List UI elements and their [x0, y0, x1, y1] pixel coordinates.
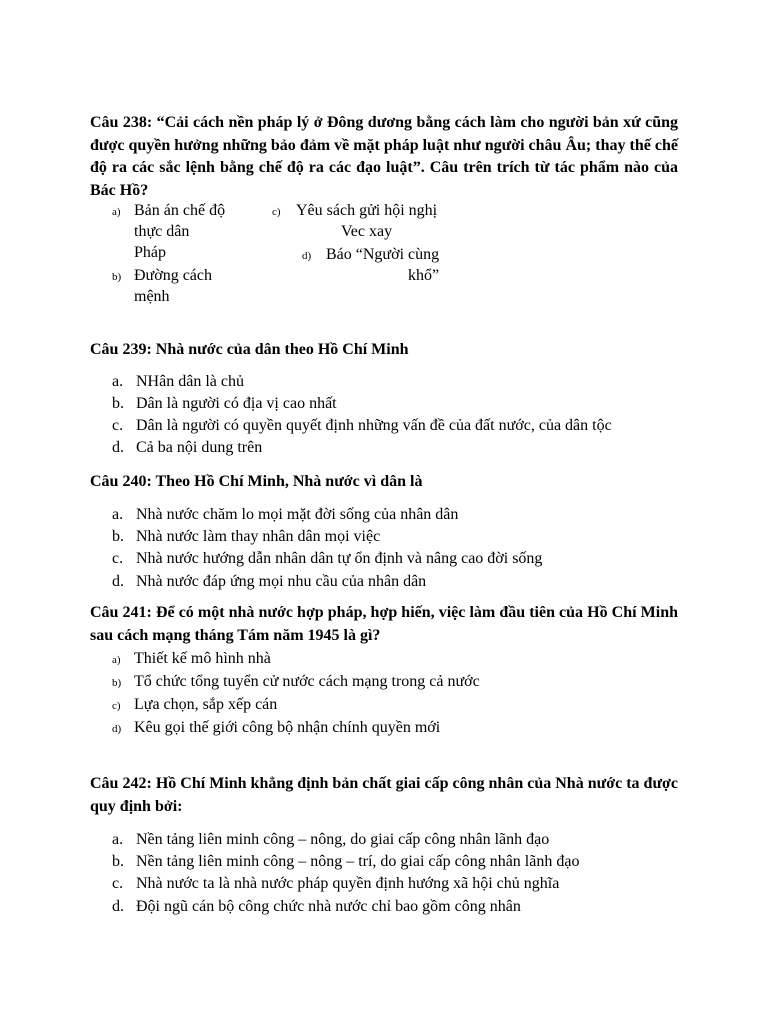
option-text: Nhà nước đáp ứng mọi nhu cầu của nhân dân — [136, 573, 427, 590]
option-text: Thiết kế mô hình nhà — [134, 650, 271, 667]
option-letter: a) — [112, 206, 121, 218]
option-text: Yêu sách gửi hội nghị Vec xay — [296, 202, 438, 240]
option-letter: a. — [112, 506, 124, 523]
option-letter: b. — [112, 853, 124, 870]
option-letter: d. — [112, 439, 124, 456]
q242-option-a — [112, 829, 549, 850]
option-text: Tổ chức tổng tuyển cử nước cách mạng trong cả nước — [134, 673, 480, 690]
option-text: Đội ngũ cán bộ công chức nhà nước chỉ bao gồm công nhân — [136, 898, 521, 915]
q241-option-b — [112, 671, 480, 694]
q238-option-b — [112, 265, 212, 307]
q239-option-b — [112, 393, 337, 414]
option-letter: b. — [112, 528, 124, 545]
q242-option-c — [112, 873, 559, 894]
option-text: NHân dân là chủ — [136, 373, 244, 390]
option-text: Báo “Người cùng khổ” — [326, 246, 440, 284]
option-letter: d. — [112, 573, 124, 590]
q238-option-d — [302, 244, 439, 286]
question-239-title: Câu 239: Nhà nước của dân theo Hồ Chí Minh — [90, 341, 409, 358]
q242-option-b — [112, 851, 579, 872]
option-letter: a. — [112, 831, 124, 848]
option-letter: a) — [112, 654, 121, 666]
option-letter: d. — [112, 898, 124, 915]
q240-option-d — [112, 571, 426, 592]
option-text: Dân là người có địa vị cao nhất — [136, 395, 337, 412]
option-letter: c. — [112, 417, 124, 434]
q239-option-d — [112, 437, 262, 458]
q241-option-c — [112, 694, 277, 717]
q241-option-a — [112, 648, 271, 671]
option-text: Nhà nước chăm lo mọi mặt đời sống của nhân dân — [136, 506, 459, 523]
q240-option-c — [112, 548, 542, 569]
option-text: Nhà nước làm thay nhân dân mọi việc — [136, 528, 381, 545]
option-letter: d) — [112, 723, 122, 735]
option-text: Kêu gọi thế giới công bộ nhận chính quyền mới — [134, 719, 441, 736]
q239-option-a — [112, 371, 244, 392]
option-text: Bản án chế độ thực dân Pháp — [134, 202, 226, 261]
option-letter: c. — [112, 875, 124, 892]
question-242-title: Câu 242: Hồ Chí Minh khẳng định bản chất giai cấp công nhân của Nhà nước ta được quy định bởi: — [90, 775, 678, 815]
q241-option-d — [112, 717, 440, 740]
option-text: Nền tảng liên minh công – nông – trí, do giai cấp công nhân lãnh đạo — [136, 853, 580, 870]
option-text: Lựa chọn, sắp xếp cán — [134, 696, 278, 713]
option-letter: a. — [112, 373, 124, 390]
option-text: Dân là người có quyền quyết định những vấn đề của đất nước, của dân tộc — [136, 417, 612, 434]
question-240-title: Câu 240: Theo Hồ Chí Minh, Nhà nước vì dân là — [90, 473, 423, 490]
q240-option-a — [112, 504, 458, 525]
q238-option-a — [112, 200, 225, 263]
option-text: Đường cách mệnh — [134, 267, 212, 305]
q240-option-b — [112, 526, 380, 547]
option-letter: b) — [112, 677, 122, 689]
option-letter: c) — [272, 206, 281, 218]
option-letter: c. — [112, 550, 124, 567]
question-238-title: Câu 238: “Cải cách nền pháp lý ở Đông dương bằng cách làm cho người bản xứ cũng được quyền hưởng những bảo đảm về mặt pháp luật như người châu Âu; thay thế chế độ ra các sắc lệnh bằng chế độ ra các đạo luật”. Câu trên trích từ tác phẩm nào của Bác Hồ? — [90, 114, 678, 199]
q239-option-c — [112, 415, 612, 436]
option-letter: c) — [112, 700, 121, 712]
option-letter: b. — [112, 395, 124, 412]
option-text: Cả ba nội dung trên — [136, 439, 263, 456]
option-letter: b) — [112, 271, 122, 283]
option-letter: d) — [302, 250, 312, 262]
question-241-title: Câu 241: Để có một nhà nước hợp pháp, hợp hiến, việc làm đầu tiên của Hồ Chí Minh sau cách mạng tháng Tám năm 1945 là gì? — [90, 604, 678, 644]
option-text: Nền tảng liên minh công – nông, do giai cấp công nhân lãnh đạo — [136, 831, 550, 848]
q238-option-c — [272, 200, 437, 242]
option-text: Nhà nước hướng dẫn nhân dân tự ổn định và nâng cao đời sống — [136, 550, 543, 567]
q242-option-d — [112, 896, 521, 917]
option-text: Nhà nước ta là nhà nước pháp quyền định hướng xã hội chủ nghĩa — [136, 875, 560, 892]
